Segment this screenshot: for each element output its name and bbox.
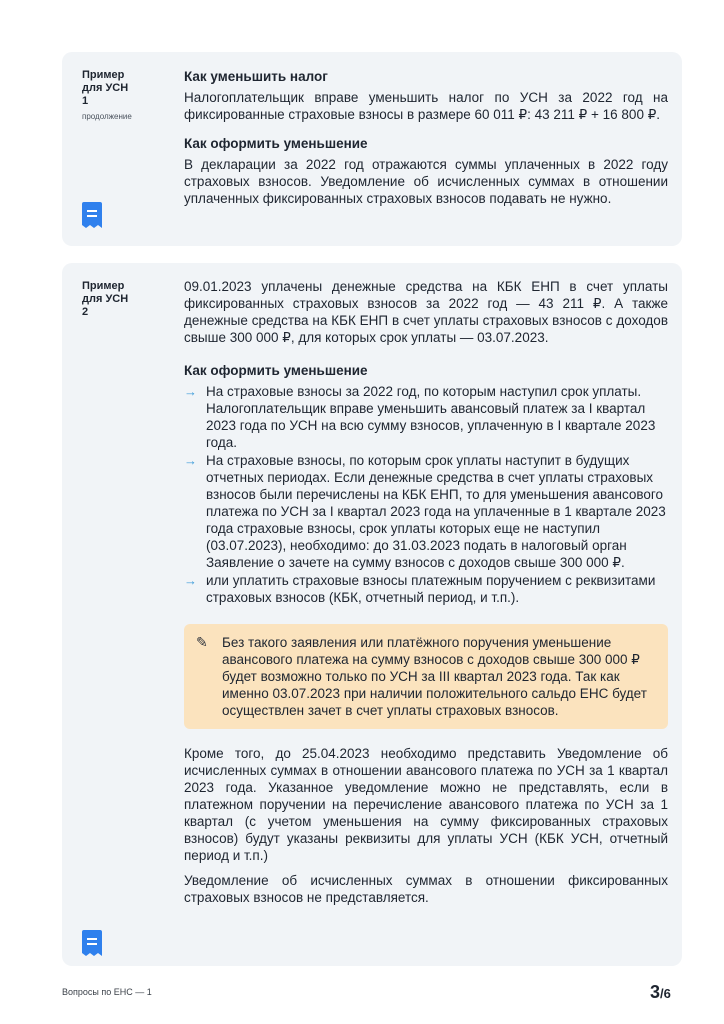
paragraph-how-to-reduce: В декларации за 2022 год отражаются суммы уплаченных в 2022 году страховых взносов. Уведомление об исчисленных суммах в отношении уплаченных фиксированных страховых взносов подавать не нужно. [184,157,668,206]
paragraph-notification: Кроме того, до 25.04.2023 необходимо представить Уведомление об исчисленных суммах в отношении авансового платежа по УСН за 1 квартал 2023 года. Указанное уведомление можно не представлять, если в платежном поручении на перечисление авансового платежа по УСН за 1 квартал (с учетом уменьшения на сумму фиксированных страховых взносов) будут указаны реквизиты для уплаты УСН (КБК УСН, отчетный период и т.п.) [184,746,668,863]
pin-icon: ✎ [196,634,208,650]
footer-title: Вопросы по ЕНС — 1 [62,987,152,997]
example-label-block [82,69,162,121]
page-number: 3/6 [650,982,671,1002]
heading-reduce-tax: Как уменьшить налог [184,69,328,84]
arrow-right-icon: → [184,384,197,399]
arrow-right-icon: → [184,573,197,588]
example-label: Пример для УСН 2 [82,280,129,318]
continuation-label: продолжение [82,112,132,121]
document-icon [82,202,102,228]
example-1-content [184,68,668,215]
example-card-2 [62,263,682,966]
list-item: → На страховые взносы, по которым срок уплаты наступит в будущих отчетных периодах. Если денежные средства в счет уплаты страховых взносов были перечислены на КБК ЕНП, то для уменьшения авансового платежа по УСН за I квартал 2023 года на уплаченные в 1 квартале 2023 года страховые взносы, срок уплаты которых еще не наступил (03.07.2023), необходимо: до 31.03.2023 подать в налоговый орган Заявление о зачете на сумму взносов с доходов свыше 300 000 ₽. [184,453,666,570]
list-item: → На страховые взносы за 2022 год, по которым наступил срок уплаты. Налогоплательщик вправе уменьшить авансовый платеж за I квартал 2023 года по УСН на всю сумму взносов, уплаченную в I квартале 2023 года. [184,384,656,450]
paragraph-final: Уведомление об исчисленных суммах в отношении фиксированных страховых взносов не представляется. [184,873,668,905]
example-card-1 [62,52,682,246]
arrow-right-icon: → [184,453,197,468]
list-item: → или уплатить страховые взносы платежным поручением с реквизитами страховых взносов (КБК, отчетный период, и т.п.). [184,573,656,605]
example-label: Пример для УСН 1 [82,69,129,107]
intro-paragraph: 09.01.2023 уплачены денежные средства на КБК ЕНП в счет уплаты фиксированных страховых взносов за 2022 год — 43 211 ₽. А также денежные средства на КБК ЕНП в счет уплаты страховых взносов с доходов свыше 300 000 ₽, для которых срок уплаты — 03.07.2023. [184,279,668,345]
example-label-block [82,280,162,319]
heading-how-to-reduce: Как оформить уменьшение [184,363,368,378]
paragraph-reduce-tax: Налогоплательщик вправе уменьшить налог по УСН за 2022 год на фиксированные страховые взносы в размере 60 011 ₽: 43 211 ₽ + 16 800 ₽. [184,90,668,122]
note-box [184,624,668,729]
heading-how-to-reduce: Как оформить уменьшение [184,136,368,151]
options-list [184,383,668,606]
example-2-content [184,278,668,914]
document-icon [82,930,102,956]
note-text: Без такого заявления или платёжного поручения уменьшение авансового платежа на сумму взносов с доходов свыше 300 000 ₽ будет возможно только по УСН за III квартал 2023 года. Так как именно 03.07.2023 при наличии положительного сальдо ЕНС будет осуществлен зачет в счет уплаты страховых взносов. [222,635,647,718]
